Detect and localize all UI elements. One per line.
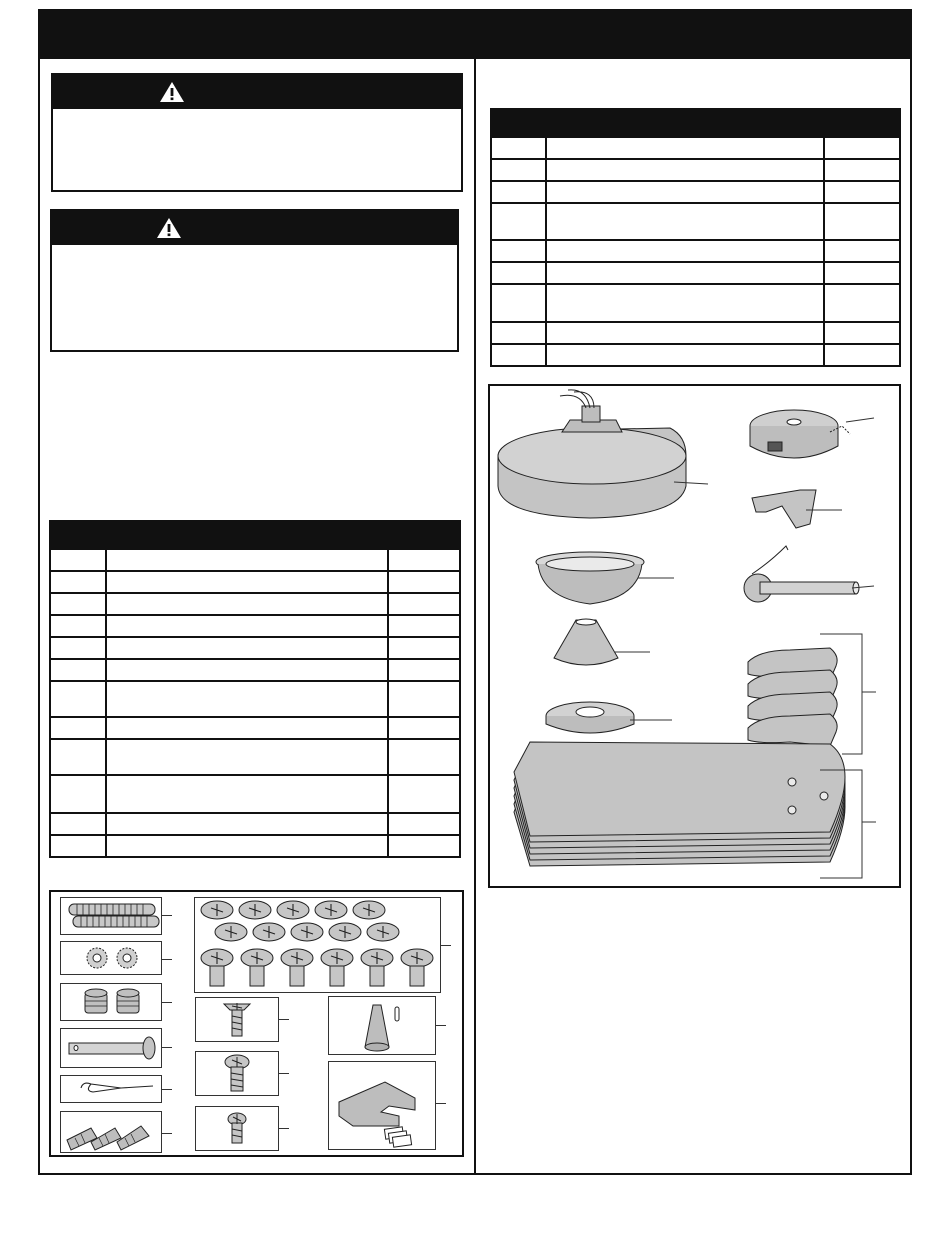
cell-description xyxy=(546,262,825,284)
cell-quantity xyxy=(824,284,900,322)
callout-line xyxy=(436,1103,446,1104)
pull-chain-fob-illustration xyxy=(329,997,435,1054)
cell-quantity xyxy=(824,159,900,181)
cell-quantity xyxy=(388,637,460,659)
mounting-plate-illustration xyxy=(546,702,672,733)
callout-line xyxy=(162,1089,172,1090)
cell-description xyxy=(106,549,389,571)
cell-part xyxy=(50,637,106,659)
column-header-quantity xyxy=(388,521,460,549)
cell-part xyxy=(50,593,106,615)
cell-description xyxy=(106,681,389,717)
cell-part xyxy=(50,549,106,571)
cell-part xyxy=(491,284,546,322)
column-header-part xyxy=(491,109,546,137)
cell-part xyxy=(50,615,106,637)
cell-quantity xyxy=(388,717,460,739)
column-header-part xyxy=(50,521,106,549)
callout-line xyxy=(162,915,172,916)
warning-header xyxy=(53,75,461,109)
cell-description xyxy=(106,571,389,593)
washers-stack-box xyxy=(60,897,162,935)
cell-description xyxy=(546,240,825,262)
table-row xyxy=(50,813,460,835)
table-row xyxy=(491,262,900,284)
blade-screws-box xyxy=(194,897,441,993)
blade-irons-illustration xyxy=(748,648,837,746)
hardware-parts-table xyxy=(49,520,461,858)
knurled-nuts-illustration xyxy=(61,984,161,1020)
table-row xyxy=(50,739,460,775)
callout-line xyxy=(279,1128,289,1129)
table-header-row xyxy=(50,521,460,549)
warning-box-2 xyxy=(50,209,459,352)
knurled-nuts-box xyxy=(60,983,162,1021)
cell-part xyxy=(491,240,546,262)
cell-description xyxy=(106,739,389,775)
page-header xyxy=(38,9,912,59)
cell-quantity xyxy=(388,615,460,637)
cell-description xyxy=(546,322,825,344)
table-row xyxy=(50,549,460,571)
cell-description xyxy=(106,775,389,813)
table-row xyxy=(491,344,900,366)
table-row xyxy=(491,137,900,159)
screw-box-1 xyxy=(195,997,279,1042)
table-row xyxy=(50,615,460,637)
callout-line xyxy=(162,1002,172,1003)
cell-part xyxy=(491,344,546,366)
column-divider xyxy=(474,58,476,1174)
cell-quantity xyxy=(824,322,900,344)
cell-part xyxy=(50,835,106,857)
hairpin-clip-illustration xyxy=(61,1076,161,1102)
cell-description xyxy=(106,835,389,857)
warning-triangle-icon xyxy=(156,217,182,239)
cell-quantity xyxy=(388,549,460,571)
cell-description xyxy=(546,181,825,203)
callout-line xyxy=(162,1133,172,1134)
lock-washers-box xyxy=(60,941,162,975)
cell-description xyxy=(546,203,825,240)
cell-quantity xyxy=(388,813,460,835)
table-row xyxy=(50,637,460,659)
cell-quantity xyxy=(388,593,460,615)
screw-illustration xyxy=(196,1052,278,1095)
column-header-quantity xyxy=(824,109,900,137)
cell-quantity xyxy=(388,739,460,775)
screw-illustration xyxy=(196,1107,278,1150)
downrod-illustration xyxy=(744,546,874,602)
cell-quantity xyxy=(388,659,460,681)
canopy-illustration xyxy=(554,619,650,665)
hairpin-clip-box xyxy=(60,1075,162,1103)
cell-quantity xyxy=(388,775,460,813)
table-row xyxy=(50,775,460,813)
cell-part xyxy=(50,571,106,593)
wire-nuts-illustration xyxy=(61,1112,161,1152)
cell-description xyxy=(106,615,389,637)
switch-housing-illustration xyxy=(750,410,874,458)
table-row xyxy=(50,593,460,615)
blade-screws-illustration xyxy=(195,898,440,992)
washers-stack-illustration xyxy=(61,898,161,934)
cell-description xyxy=(106,717,389,739)
collar-cover-illustration xyxy=(536,552,674,604)
cell-description xyxy=(106,593,389,615)
clevis-pin-illustration xyxy=(61,1029,161,1067)
wire-nuts-box xyxy=(60,1111,162,1153)
cell-part xyxy=(50,739,106,775)
table-row xyxy=(491,159,900,181)
fan-parts-illustration-panel xyxy=(488,384,901,888)
table-row xyxy=(491,322,900,344)
cell-quantity xyxy=(824,137,900,159)
table-row xyxy=(50,659,460,681)
cell-part xyxy=(491,322,546,344)
warning-text xyxy=(53,109,461,125)
cell-description xyxy=(106,813,389,835)
screw-box-3 xyxy=(195,1106,279,1151)
cell-quantity xyxy=(824,240,900,262)
callout-line xyxy=(279,1019,289,1020)
cell-part xyxy=(491,137,546,159)
table-row xyxy=(50,571,460,593)
column-header-description xyxy=(106,521,389,549)
callout-line xyxy=(279,1073,289,1074)
cell-part xyxy=(491,203,546,240)
cell-description xyxy=(106,637,389,659)
lock-washers-illustration xyxy=(61,942,161,974)
fan-parts-table xyxy=(490,108,901,367)
table-header-row xyxy=(491,109,900,137)
warning-header xyxy=(52,211,457,245)
callout-line xyxy=(436,1025,446,1026)
cell-description xyxy=(546,284,825,322)
cell-part xyxy=(50,681,106,717)
cell-description xyxy=(546,137,825,159)
cell-quantity xyxy=(824,181,900,203)
fan-parts-illustration xyxy=(490,386,899,886)
hardware-illustration-panel xyxy=(49,890,464,1157)
balancing-kit-box xyxy=(328,1061,436,1150)
cell-quantity xyxy=(388,571,460,593)
warning-box-1 xyxy=(51,73,463,192)
balancing-kit-illustration xyxy=(329,1062,435,1149)
table-row xyxy=(491,284,900,322)
cell-part xyxy=(50,775,106,813)
table-row xyxy=(491,240,900,262)
pull-chain-fob-box xyxy=(328,996,436,1055)
screw-box-2 xyxy=(195,1051,279,1096)
cell-part xyxy=(50,813,106,835)
table-row xyxy=(50,717,460,739)
column-header-description xyxy=(546,109,825,137)
screw-illustration xyxy=(196,998,278,1041)
callout-line xyxy=(162,1047,172,1048)
cell-quantity xyxy=(388,681,460,717)
cell-part xyxy=(491,262,546,284)
cell-part xyxy=(50,659,106,681)
cell-description xyxy=(546,159,825,181)
callout-line xyxy=(441,945,451,946)
fan-blades-illustration xyxy=(514,742,845,866)
warning-triangle-icon xyxy=(159,81,185,103)
cell-quantity xyxy=(388,835,460,857)
cell-quantity xyxy=(824,203,900,240)
cell-quantity xyxy=(824,262,900,284)
table-row xyxy=(50,835,460,857)
cell-part xyxy=(491,159,546,181)
cell-quantity xyxy=(824,344,900,366)
motor-housing-illustration xyxy=(498,390,708,518)
table-row xyxy=(491,181,900,203)
table-row xyxy=(491,203,900,240)
callout-line xyxy=(162,959,172,960)
clevis-pin-box xyxy=(60,1028,162,1068)
hanger-bracket-illustration xyxy=(752,490,842,528)
cell-part xyxy=(50,717,106,739)
cell-description xyxy=(106,659,389,681)
cell-description xyxy=(546,344,825,366)
table-row xyxy=(50,681,460,717)
cell-part xyxy=(491,181,546,203)
warning-text xyxy=(52,245,457,261)
